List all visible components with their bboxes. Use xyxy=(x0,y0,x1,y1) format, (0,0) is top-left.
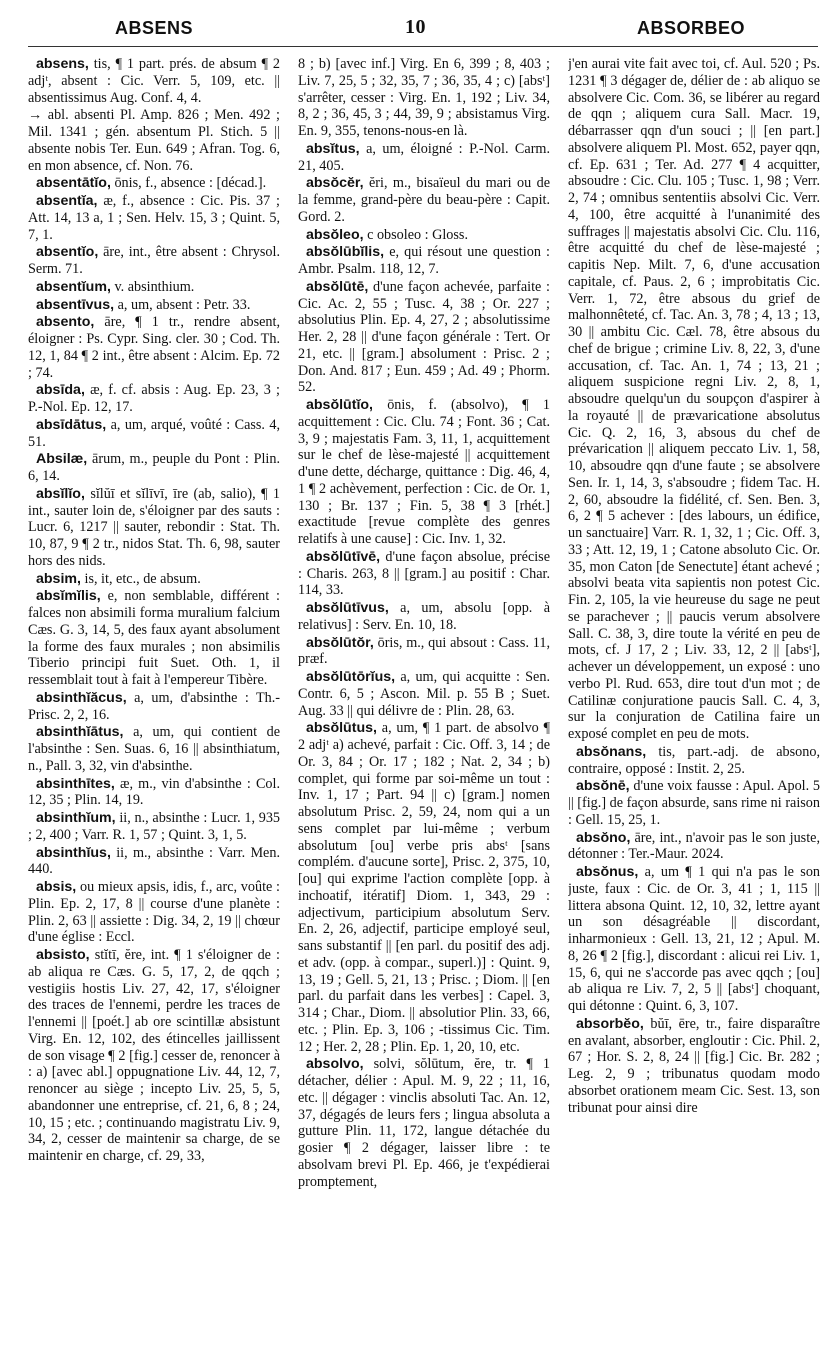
dictionary-entry xyxy=(298,1056,550,1190)
dictionary-entry xyxy=(28,810,280,844)
dictionary-entry xyxy=(28,175,280,192)
entry-headword: absento, xyxy=(36,314,95,331)
dictionary-entry xyxy=(28,314,280,381)
dictionary-entry xyxy=(568,830,820,864)
entry-headword: absŏlūtē, xyxy=(306,278,369,295)
entry-definition: ōnis, f. (absolvo), ¶ 1 acquittement : Cic. Clu. 74 ; Font. 36 ; Cat. 3, 9 ; majestatis Fam. 3, 11, 1, acquittement sur le chef de lèse-majesté || acquittement d'une dette, décharge, quittance : Dig. 46, 4, 1 ¶ 2 achèvement, perfection : Cic. de Or. 1, 130 ; Br. 137 ; Fin. 5, 38 ¶ 3 [rhét.] exactitude [revue complète des genres relatifs à une cause] : Cic. Inv. 1, 32. xyxy=(298,397,550,547)
entry-headword: absŏnus, xyxy=(576,864,639,880)
entry-headword: absĭmĭlis, xyxy=(36,588,101,605)
entry-definition: stĭtī, ĕre, int. ¶ 1 s'éloigner de : ab aliqua re Cæs. G. 5, 17, 2, de qqch ; vestigiis hostis Liv. 27, 42, 17, s'éloigner des traces de l'ennemi, perdre les traces de l'ennemi || [poét.] ab ore scintillæ absistunt Virg. En. 12, 102, des étincelles jaillissent de son visage ¶ 2 [fig.] cesser de, renoncer à : a) [avec abl.] oppugnatione Liv. 44, 12, 7, renoncer au siège ; incepto Liv. 25, 5, 5, abandonner une entreprise, cf. 21, 6, 8 ; 24, 10, 15 ; etc. ; continuando magistratu Liv. 9, 34, 2, cesser de maintenir sa charge, de se maintenir en charge, cf. 29, 33, xyxy=(28,947,280,1164)
entry-definition: → abl. absenti Pl. Amp. 826 ; Men. 492 ; Mil. 1341 ; gén. absentum Pl. Stich. 5 || absente nobis Ter. Eun. 649 ; Afran. Tog. 6, en mon absence, cf. Non. 76. xyxy=(28,107,280,174)
entry-headword: absentātĭo, xyxy=(36,175,111,192)
entry-definition: ii, n., absinthe : Lucr. 1, 935 ; 2, 400 ; Varr. R. 1, 57 ; Quint. 3, 1, 5. xyxy=(28,810,280,843)
dictionary-entry xyxy=(298,600,550,634)
entry-definition: e, non semblable, différent : falces non absimili forma muralium falcium Cæs. G. 3, 14, 5, des faux ayant absolument la forme des faux murales ; non absimilis Tiberio principi fuit Suet. Oth. 1, il ressemblait tout à fait à l'empereur Tibère. xyxy=(28,588,280,688)
entry-definition: ōris, m., qui absout : Cass. 11, præf. xyxy=(298,634,550,668)
column-1 xyxy=(28,56,280,1346)
entry-definition: āre, int., être absent : Chrysol. Serm. 71. xyxy=(28,244,280,277)
dictionary-entry xyxy=(298,397,550,548)
entry-headword: absĭtus, xyxy=(306,140,360,157)
dictionary-entry xyxy=(28,571,280,588)
entry-headword: absŏleo, xyxy=(306,226,364,243)
dictionary-entry xyxy=(28,382,280,416)
dictionary-entry xyxy=(28,588,280,689)
entry-definition: æ, m., vin d'absinthe : Col. 12, 35 ; Plin. 14, 19. xyxy=(28,775,280,809)
dictionary-entry xyxy=(568,1016,820,1117)
entry-headword: absĭlĭo, xyxy=(36,485,85,502)
entry-definition: is, it, etc., de absum. xyxy=(84,570,201,587)
dictionary-entry xyxy=(28,486,280,570)
entry-definition: d'une façon absolue, précise : Charis. 263, 8 || [gram.] au positif : Char. 114, 33. xyxy=(298,548,550,599)
left-running-head: ABSENS xyxy=(115,18,194,38)
entry-definition: a, um, qui acquitte : Sen. Contr. 6, 5 ; Ascon. Mil. p. 55 B ; Suet. Aug. 33 || qui délivre de : Plin. 28, 63. xyxy=(298,669,550,719)
dictionary-entry xyxy=(28,193,280,243)
entry-headword: absŏlūtĭo, xyxy=(306,397,373,413)
header-rule xyxy=(28,46,818,47)
dictionary-entry xyxy=(28,776,280,810)
entry-definition: āre, int., n'avoir pas le son juste, détonner : Ter.-Maur. 2024. xyxy=(568,829,820,863)
entry-definition: a, um, qui contient de l'absinthe : Sen. Suas. 6, 16 || absinthiatum, n., Pall. 3, 32, vin d'absinthe. xyxy=(28,724,280,774)
dictionary-entry xyxy=(568,864,820,1015)
entry-headword: absŏlūtīvus, xyxy=(306,600,389,616)
entry-headword: absinthĭăcus, xyxy=(36,689,127,706)
dictionary-entry xyxy=(28,279,280,296)
dictionary-entry xyxy=(298,549,550,599)
dictionary-entry xyxy=(28,417,280,451)
dictionary-entry xyxy=(298,669,550,719)
entry-definition: ārum, m., peuple du Pont : Plin. 6, 14. xyxy=(28,451,280,484)
entry-definition: ĕri, m., bisaïeul du mari ou de la femme, grand-père du beau-père : Capit. Gord. 2. xyxy=(298,175,550,225)
entry-headword: absentĭo, xyxy=(36,244,99,261)
entry-definition: c obsoleo : Gloss. xyxy=(367,226,468,243)
entry-definition: tis, part.-adj. de absono, contraire, opposé : Instit. 2, 25. xyxy=(568,743,820,777)
dictionary-entry xyxy=(298,227,550,244)
entry-headword: absinthĭus, xyxy=(36,844,111,861)
entry-headword: absīdātus, xyxy=(36,416,107,433)
dictionary-entry xyxy=(568,778,820,828)
entry-definition: e, qui résout une question : Ambr. Psalm. 118, 12, 7. xyxy=(298,244,550,277)
entry-definition: ii, m., absinthe : Varr. Men. 440. xyxy=(28,844,280,878)
dictionary-entry xyxy=(28,297,280,314)
dictionary-entry xyxy=(298,279,550,396)
entry-definition: 8 ; b) [avec inf.] Virg. En 6, 399 ; 8, 403 ; Liv. 7, 25, 5 ; 32, 35, 7 ; 36, 35, 4 ; c) [absᵗ] s'arrêter, cesser : Virg. En. 1, 192 ; Liv. 34, 8, 2 ; 36, 45, 3 ; 44, 39, 9 ; absistamus Virg. En. 9, 355, tenons-nous-en là. xyxy=(298,56,550,139)
entry-headword: absŏcĕr, xyxy=(306,175,364,192)
entry-headword: absens, xyxy=(36,56,89,72)
dictionary-entry xyxy=(568,744,820,778)
entry-headword: absŏlūbĭlis, xyxy=(306,244,385,261)
entry-headword: absŏlūtōrĭus, xyxy=(306,669,396,685)
entry-headword: absentīvus, xyxy=(36,296,115,313)
dictionary-entry xyxy=(298,175,550,225)
entry-headword: Absilæ, xyxy=(36,451,88,468)
entry-definition: d'une façon achevée, parfaite : Cic. Ac. 2, 55 ; Tusc. 4, 38 ; Or. 227 ; absolutius Plin. Ep. 4, 27, 2 ; absolutissime Her. 2, 28 || d'une façon générale : Tert. Or 21, etc. || [gram.] absolument : Prisc. 2 ; Don. And. 817 ; Eun. 459 ; Ad. 49 ; Phorm. 52. xyxy=(298,278,550,396)
dictionary-entry xyxy=(28,879,280,946)
entry-definition: ōnis, f., absence : [décad.]. xyxy=(114,175,267,192)
column-3 xyxy=(568,56,820,1346)
entry-definition: a, um ¶ 1 qui n'a pas le son juste, faux : Cic. de Or. 3, 41 ; 1, 115 || littera absona Quint. 12, 10, 32, lettre ayant un son désagréable || discordant, inharmonieux : Gell. 13, 21, 12 ; Apul. M. 8, 26 ¶ 2 [fig.], discordant : alicui rei Liv. 1, 15, 6, qui ne s'accorde pas avec qqch ; [ou] ab aliqua re Liv. 7, 2, 5 || [absᵗ] choquant, qui détonne : Quint. 6, 3, 107. xyxy=(568,864,820,1014)
dictionary-entry xyxy=(28,947,280,1165)
entry-headword: absisto, xyxy=(36,947,90,963)
right-running-head: ABSORBEO xyxy=(637,18,746,38)
entry-definition: a, um, absent : Petr. 33. xyxy=(117,296,251,313)
entry-definition: a, um, ¶ 1 part. de absolvo ¶ 2 adjᵗ a) achevé, parfait : Cic. Off. 3, 14 ; de Or. 3, 84 ; Or. 17 ; 182 ; Nat. 2, 34 ; b) complet, qui forme par soi-même un tout : Inv. 1, 17 ; Part. 94 || c) [gram.] nomen absolutum Prisc. 2, 59, 24, nom qui a un sens complet par lui-même ; verbum absolutum [ou] verbe pris absᵗ [sans complém. d'aucune sorte], Prisc. 2, 375, 10, [ou] qui exprime l'action complète [opp. à inchoatif, itératif] Diom. 1, 343, 29 : adjectivum, participium absolutum Serv. En. 2, 26, adjectif, participe employé seul, sans substantif || [en parl. du positif des adj. et adv. (opp. à compar., superl.)] : Quint. 9, 13, 19 ; Gell. 5, 21, 13 ; Prisc. ; Diom. || [en parl. du parfait dans les verbes] : Capel. 3, 314 ; Char., Diom. || absolutior Plin. 33, 66, etc. ; Plin. Ep. 3, 106 ; -tissimus Cic. Tim. 12 ; Her. 2, 28 ; Plin. Ep. 1, 20, 10, etc. xyxy=(298,720,550,1055)
dictionary-columns xyxy=(28,56,820,1346)
dictionary-entry xyxy=(28,244,280,278)
entry-definition: solvi, sŏlūtum, ĕre, tr. ¶ 1 détacher, délier : Apul. M. 9, 22 ; 11, 16, etc. || dégager : vinclis absoluti Tac. An. 12, 37, dégagés de leurs fers ; lingua absoluta a gutture Plin. 11, 172, langue détachée du gosier ¶ 2 dégager, laisser libre : te absolvam brevi Pl. Ep. 466, je t'expédierai promptement, xyxy=(298,1056,550,1190)
entry-definition: ou mieux apsis, idis, f., arc, voûte : Plin. Ep. 2, 17, 8 || course d'une planète : Plin. 2, 63 || assiette : Dig. 34, 2, 19 || chœur d'une église : Eccl. xyxy=(28,879,280,946)
entry-headword: absŏnē, xyxy=(576,778,630,795)
entry-headword: absŏlūtŏr, xyxy=(306,634,374,651)
entry-headword: absŏlūtus, xyxy=(306,720,377,737)
entry-headword: absentĭum, xyxy=(36,278,111,295)
dictionary-entry xyxy=(298,141,550,175)
dictionary-entry xyxy=(568,56,820,743)
entry-headword: absŏlūtīvē, xyxy=(306,548,381,565)
page-number: 10 xyxy=(405,16,426,38)
column-2 xyxy=(298,56,550,1346)
entry-definition: tis, ¶ 1 part. prés. de absum ¶ 2 adjᵗ, absent : Cic. Verr. 5, 109, etc. || absentissimus Aug. Conf. 4, 4. xyxy=(28,56,280,106)
entry-headword: absorbĕo, xyxy=(576,1015,644,1032)
entry-headword: absīda, xyxy=(36,382,85,399)
entry-headword: absentĭa, xyxy=(36,193,98,209)
dictionary-entry xyxy=(298,244,550,278)
entry-headword: absŏnans, xyxy=(576,743,647,760)
entry-definition: j'en aurai vite fait avec toi, cf. Aul. 520 ; Ps. 1231 ¶ 3 dégager de, délier de : ab aliquo se absolvere Cic. Com. 36, se libérer au regard de qqn ; aliquem cura Sall. Macr. 19, débarrasser qqn d'un souci ; || [en part.] absolvere aliquem Pl. Most. 652, payer qqn, cf. Ep. 631 ; Ter. Ad. 277 ¶ 4 acquitter, absoudre : Cic. Clu. 105 ; Tusc. 1, 98 ; Verr. 2, 74 ; omnibus sententiis absolvi Cic. Verr. 4, 100, être acquitté à l'unanimité des suffrages || majestatis absolvi Cic. Clu. 116, être acquitté du chef de lèse-majesté ; capitis Nep. Milt. 7, 6, d'une accusation capitale, cf. Paus. 2, 6 ; improbitatis Cic. Verr. 1, 72, être absous du grief de malhonnêteté, cf. Tac. An. 3, 78 ; 4, 13 ; 13, 30 || ambitu Cic. Cæl. 78, être absous du chef de brigue ; crimine Liv. 8, 22, 3, d'une accusation, cf. Tac. An. 1, 74 ; 13, 21 ; aliquem suspicione regni Liv. 2, 8, 1, absoudre quelqu'un du soupçon d'aspirer à la royauté || de prævaricatione absolutus Cic. Q. 2, 16, 3, absous du chef de prévarication || aliquem peccato Liv. 1, 58, 10, absoudre qqn d'une faute ; se absolvere Sen. Ir. 1, 14, 3, s'absoudre ; fidem Tac. H. 2, 60, absoudre la fidélité, cf. Sen. Ben. 3, 6, 2 ¶ 5 achever : [des labours, un édifice, un sanctuaire] Varr. R. 1, 32, 1 ; Cic. Off. 3, 33 ; Att. 12, 19, 1 ; Catone absoluto Cic. Or. 35, mon Caton [de Senectute] étant achevé ; absolvi beata vita sapientis non potest Cic. Fin. 2, 105, la vie heureuse du sage ne peut se parachever ; || paucis verum absolvere Sall. C. 38, 3, dire toute la vérité en peu de mots, cf. J 17, 2 ; Liv. 33, 12, 2 || [absᵗ], achever un développement, un exposé : uno verbo Pl. Rud. 653, dire tout d'un mot ; de Catilinæ conjuratione paucis Sall. C. 4, 3, sur la conjuration de Catilina faire un exposé complet en peu de mots. xyxy=(568,56,820,742)
entry-headword: absim, xyxy=(36,570,81,587)
page-header xyxy=(0,12,833,46)
dictionary-entry xyxy=(28,451,280,485)
entry-headword: absinthĭātus, xyxy=(36,724,124,741)
dictionary-entry xyxy=(28,690,280,724)
entry-headword: absinthĭum, xyxy=(36,810,116,826)
entry-definition: d'une voix fausse : Apul. Apol. 5 || [fig.] de façon absurde, sans rime ni raison : Gell. 15, 25, 1. xyxy=(568,778,820,828)
entry-definition: v. absinthium. xyxy=(114,278,195,295)
dictionary-entry xyxy=(28,56,280,106)
entry-definition: a, um, absolu [opp. à relativus] : Serv. En. 10, 18. xyxy=(298,600,550,633)
entry-headword: absinthītes, xyxy=(36,775,115,792)
entry-headword: absŏno, xyxy=(576,829,631,846)
entry-definition: æ, f. cf. absis : Aug. Ep. 23, 3 ; P.-Nol. Ep. 12, 17. xyxy=(28,382,280,415)
dictionary-entry xyxy=(298,635,550,669)
dictionary-entry xyxy=(28,845,280,879)
entry-headword: absis, xyxy=(36,879,77,895)
entry-definition: æ, f., absence : Cic. Pis. 37 ; Att. 14, 13 a, 1 ; Sen. Helv. 15, 3 ; Quint. 5, 7, 1. xyxy=(28,193,280,243)
entry-definition: bŭī, ēre, tr., faire disparaître en avalant, absorber, engloutir : Cic. Phil. 2, 67 ; Hor. S. 2, 8, 24 || [fig.] Cic. Br. 282 ; Leg. 2, 9 ; tribunatus quodam modo absorbet orationem meam Cic. Sest. 13, son tribunat pour ainsi dire xyxy=(568,1015,820,1116)
entry-definition: a, um, éloigné : P.-Nol. Carm. 21, 405. xyxy=(298,140,550,174)
entry-definition: a, um, d'absinthe : Th.-Prisc. 2, 2, 16. xyxy=(28,689,280,723)
dictionary-entry xyxy=(28,107,280,174)
entry-headword: absolvo, xyxy=(306,1056,364,1073)
dictionary-entry xyxy=(298,720,550,1055)
entry-definition: sĭlŭī et sĭlīvī, īre (ab, salio), ¶ 1 int., sauter loin de, s'éloigner par des sauts : Lucr. 6, 1217 || sauter, rebondir : Stat. Th. 10, 87, 9 ¶ 2 tr., nidos Stat. Th. 6, 98, sauter hors des nids. xyxy=(28,485,280,569)
dictionary-entry xyxy=(28,724,280,774)
entry-definition: a, um, arqué, voûté : Cass. 4, 51. xyxy=(28,416,280,450)
dictionary-entry xyxy=(298,56,550,140)
entry-definition: āre, ¶ 1 tr., rendre absent, éloigner : Ps. Cypr. Sing. cler. 30 ; Cod. Th. 12, 1, 84 ¶ 2 int., être absent : Alcim. Ep. 72 ; 74. xyxy=(28,314,280,381)
